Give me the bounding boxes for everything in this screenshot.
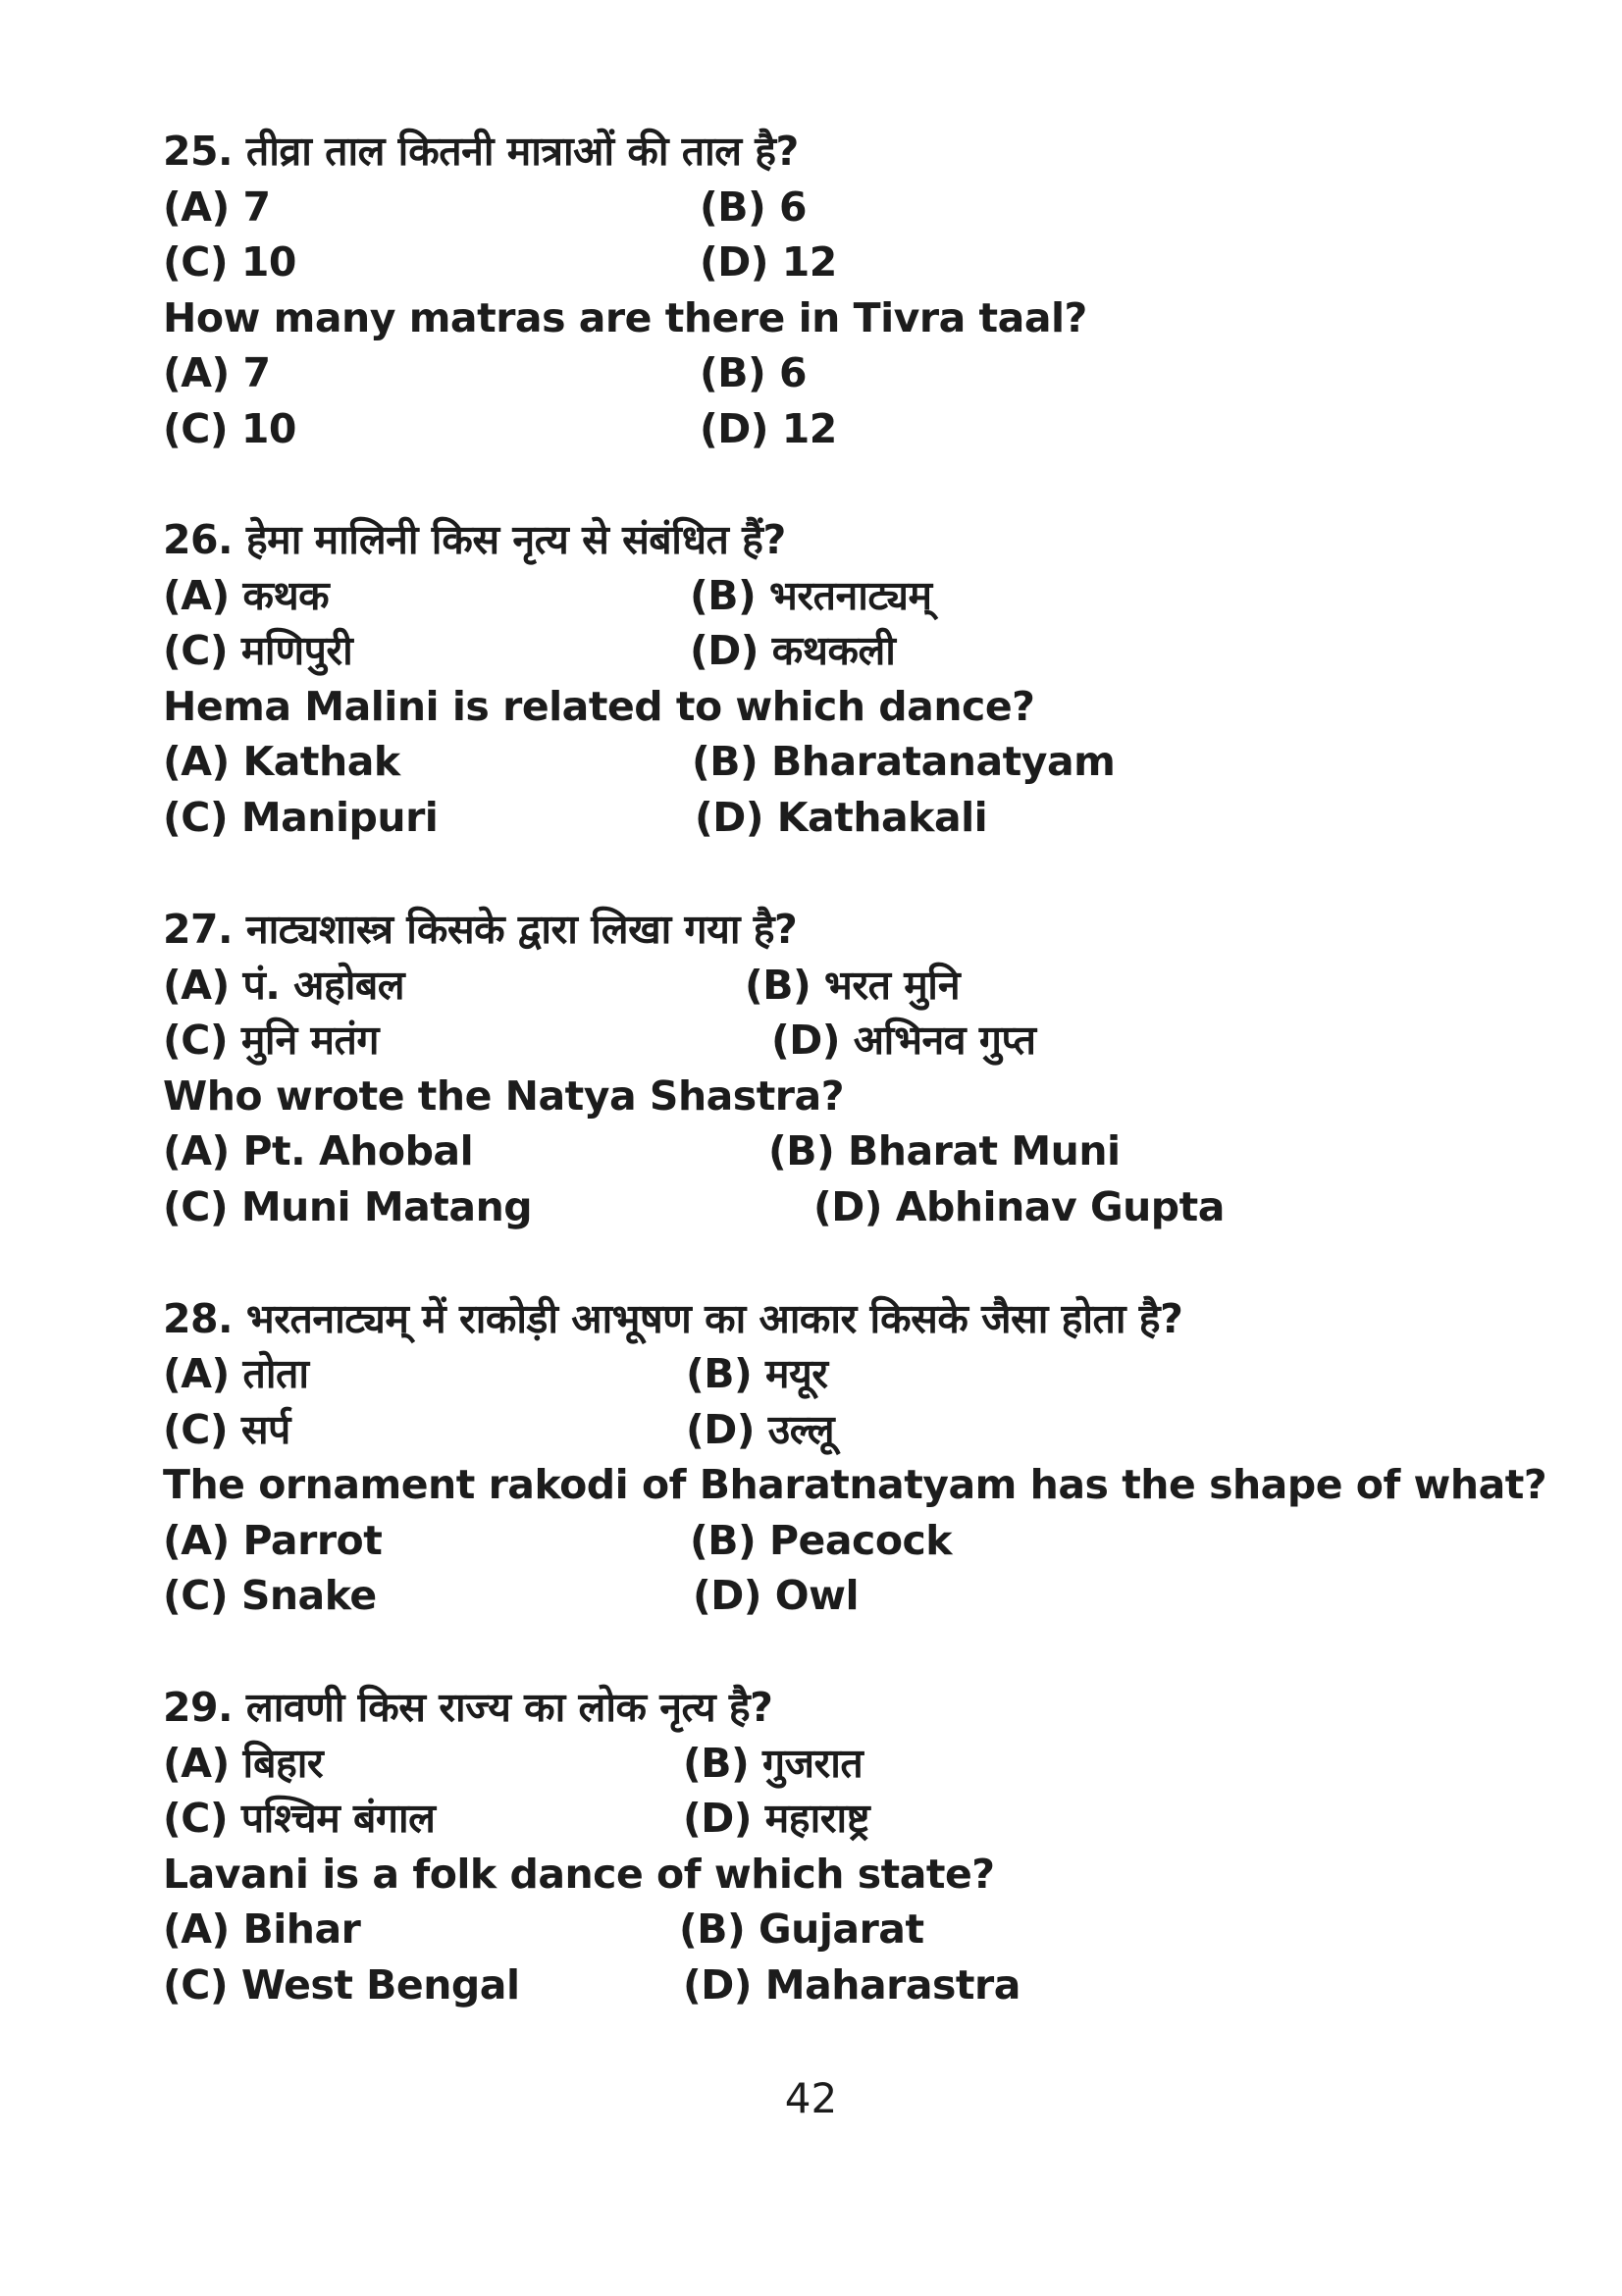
question-28-hindi: 28. भरतनाट्यम् में राकोड़ी आभूषण का आकार किसके जैसा होता है? [163,1295,1183,1342]
option-a: (A) Bihar [163,1905,361,1953]
option-c: (C) West Bengal [163,1961,520,2009]
option-b: (B) Bharat Muni [768,1127,1121,1174]
option-b: (B) 6 [700,183,808,231]
option-b: (B) Gujarat [679,1905,924,1953]
option-b: (B) गुजरात [683,1740,863,1787]
option-a: (A) Pt. Ahobal [163,1127,474,1174]
question-26-english: Hema Malini is related to which dance? [163,683,1035,730]
option-b: (B) Peacock [690,1517,953,1564]
question-29-hindi: 29. लावणी किस राज्य का लोक नृत्य है? [163,1684,773,1731]
option-c: (C) Manipuri [163,794,439,841]
question-27-hindi: 27. नाट्यशास्त्र किसके द्वारा लिखा गया है? [163,906,798,953]
option-c: (C) 10 [163,405,296,452]
option-d: (D) कथकली [690,627,896,674]
question-26-hindi: 26. हेमा मालिनी किस नृत्य से संबंधित हैं? [163,516,786,563]
question-25-english: How many matras are there in Tivra taal? [163,294,1087,341]
page-number: 42 [784,2074,838,2122]
option-d: (D) Kathakali [695,794,988,841]
question-27-english: Who wrote the Natya Shastra? [163,1072,844,1120]
option-c: (C) 10 [163,238,296,286]
option-d: (D) उल्लू [686,1406,835,1453]
option-d: (D) Owl [693,1572,860,1619]
option-d: (D) अभिनव गुप्त [771,1017,1036,1064]
option-a: (A) 7 [163,183,271,231]
option-c: (C) पश्चिम बंगाल [163,1795,436,1842]
option-a: (A) कथक [163,572,330,619]
option-c: (C) Muni Matang [163,1183,533,1230]
option-b: (B) भरत मुनि [745,962,961,1009]
option-b: (B) भरतनाट्यम् [690,572,932,619]
option-a: (A) 7 [163,349,271,396]
option-a: (A) Parrot [163,1517,383,1564]
option-a: (A) तोता [163,1350,309,1397]
option-c: (C) Snake [163,1572,377,1619]
option-b: (B) मयूर [686,1350,828,1397]
option-d: (D) Abhinav Gupta [813,1183,1225,1230]
option-a: (A) बिहार [163,1740,324,1787]
option-d: (D) महाराष्ट्र [683,1795,870,1842]
option-c: (C) सर्प [163,1406,290,1453]
option-c: (C) मणिपुरी [163,627,353,674]
option-d: (D) 12 [700,405,837,452]
option-d: (D) 12 [700,238,837,286]
question-29-english: Lavani is a folk dance of which state? [163,1851,995,1898]
option-a: (A) पं. अहोबल [163,962,405,1009]
option-b: (B) 6 [700,349,808,396]
option-b: (B) Bharatanatyam [692,738,1116,785]
question-25-hindi: 25. तीव्रा ताल कितनी मात्राओं की ताल है? [163,128,799,175]
question-28-english: The ornament rakodi of Bharatnatyam has the shape of what? [163,1461,1547,1508]
option-c: (C) मुनि मतंग [163,1017,379,1064]
option-a: (A) Kathak [163,738,400,785]
option-d: (D) Maharastra [683,1961,1020,2009]
